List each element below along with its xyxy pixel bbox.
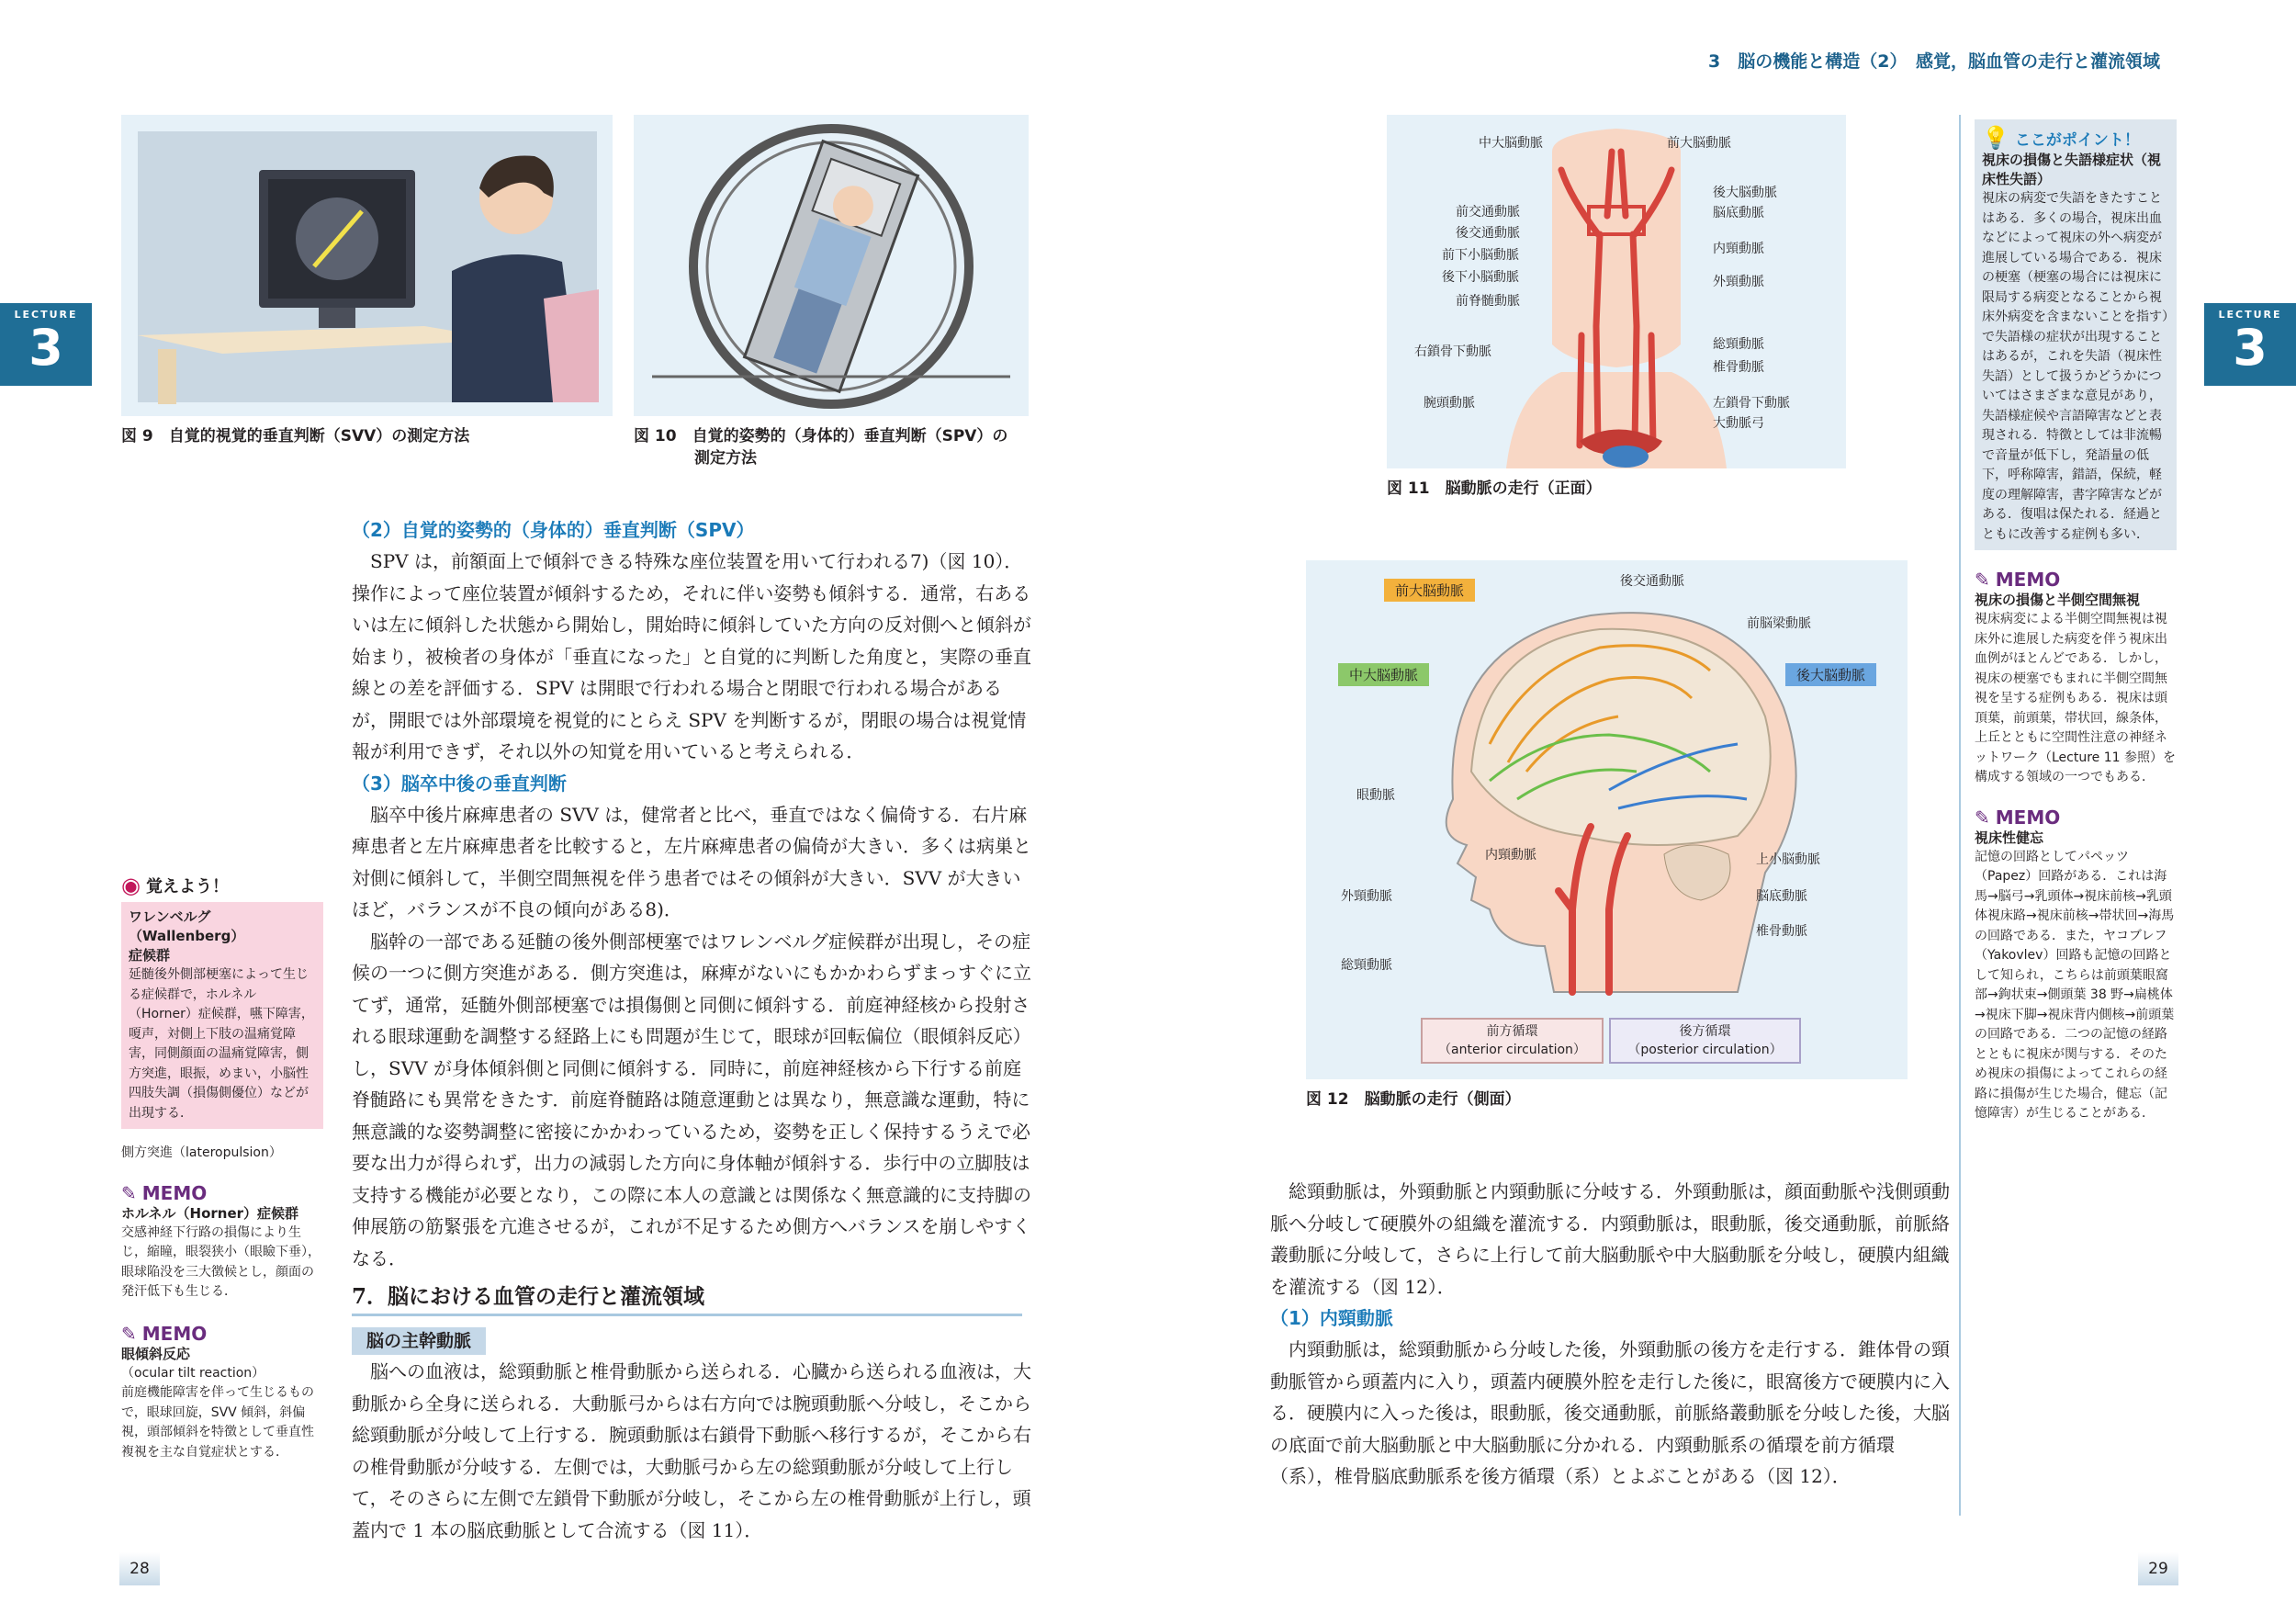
figure-10-caption [634,425,1038,469]
label-vertebral-12: 椎骨動脈 [1756,924,1807,939]
memo-4-text: 記憶の回路としてパペッツ（Papez）回路がある．これは海馬→脳弓→乳頭体→視床前核→乳頭体視床路→視床前核→帯状回→海馬の回路である．また，ヤコブレフ（Yakovlev）回路も記憶の回路として知られ，こちらは前頭葉眼窩部→鉤状束→側頭葉 38 野→扁桃体→視床下脚→視床背内側核→前頭葉の回路である．二つの記憶の経路とともに視床が関与する．そのため視床の損傷によってこれらの経路に損傷が生じた場合，健忘（記憶障害）が生じることがある． [1975,849,2175,1121]
box-mca: 中大脳動脈 [1338,663,1429,686]
paragraph-ica: 内頸動脈は，総頸動脈から分岐した後，外頸動脈の後方を走行する．錐体骨の頸動脈管から頭蓋内に入り，頭蓋内硬膜外腔を走行した後に，眼窩後方で硬膜内に入る．硬膜内に入った後は，眼動脈，後交通動脈，前脈絡叢動脈を分岐した後，大脳の底面で前大脳動脈と中大脳動脈に分かれる．内頸動脈系の循環を前方循環（系），椎骨脳底動脈系を後方循環（系）とよぶことがある（図 12）． [1270,1338,1950,1487]
oboe-header [121,873,323,898]
memo-2-title: MEMO [141,1322,208,1345]
figure-12-caption: 図 12 脳動脈の走行（側面） [1306,1090,1521,1109]
figure-10-panel [634,115,1029,416]
oboe-head-2: 症候群 [129,947,171,964]
label-aortic-arch: 大動脈弓 [1713,416,1764,431]
memo-2-head-1: 眼傾斜反応 [121,1345,191,1362]
section-7-header [352,1281,1022,1316]
posterior-circulation-label: 後方循環 [1679,1024,1731,1039]
memo-3-title: MEMO [1995,569,2061,591]
posterior-circulation-en: （posterior circulation） [1627,1043,1783,1057]
memo-3-head: 視床の損傷と半側空間無視 [1975,592,2141,608]
memo-1-title: MEMO [141,1181,208,1204]
memo-icon: ✎ [1975,806,1990,829]
column-divider [1959,115,1961,1516]
heading-spv: （2）自覚的姿勢的（身体的）垂直判断（SPV） [352,519,755,541]
heading-ica: （1）内頸動脈 [1270,1307,1393,1329]
memo-icon: ✎ [121,1322,137,1345]
paragraph-stroke-svv: 脳卒中後片麻痺患者の SVV は，健常者と比べ，垂直ではなく偏倚する．右片麻痺患者と左片麻痺患者を比較すると，左片麻痺患者の偏倚が大きい．多くは病巣と対側に傾斜して，半側空間無視を伴う患者ではその傾斜が大きい．SVV が大きいほど，バランスが不良の傾向がある8)． [352,803,1031,920]
left-sidebar [121,873,323,1462]
lateropulsion-note: 側方突進（lateropulsion） [121,1145,282,1160]
label-lt-subclavian: 左鎖骨下動脈 [1713,396,1790,411]
lecture-tab-right [2204,303,2296,386]
section-7-title: 7．脳における血管の走行と灌流領域 [352,1284,705,1309]
label-pcom-12: 後交通動脈 [1620,574,1684,589]
label-sca-12: 上小脳動脈 [1756,852,1820,867]
page-number-right: 29 [2138,1552,2178,1585]
label-aica: 前下小脳動脈 [1442,248,1519,263]
figure-10-caption-line1: 図 10 自覚的姿勢的（身体的）垂直判断（SPV）の [634,427,1008,445]
label-cca: 総頸動脈 [1713,337,1764,352]
anterior-circulation-en: （anterior circulation） [1438,1043,1586,1057]
paragraph-wallenberg: 脳幹の一部である延髄の後外側部梗塞ではワレンベルグ症候群が出現し，その症候の一つに側方突進がある．側方突進は，麻痺がないにもかかわらずまっすぐに立てず，通常，延髄外側部梗塞では損傷側と同側に傾斜する．前庭神経核から投射される眼球運動を調整する経路上にも問題が生じて，眼球が回転偏位（眼傾斜反応）し，SVV が身体傾斜側と同側に傾斜する．同時に，前庭神経核から下行する前庭脊髄路にも異常をきたす．前庭脊髄路は随意運動とは異なり，無意識な運動，特に無意識的な姿勢調整に密接にかかわっているため，姿勢を正しく保持するうえで必要な出力が得られず，出力の減弱した方向に身体軸が傾斜する．歩行中の立脚肢は支持する機能が必要となり，この際に本人の意識とは関係なく無意識的に支持脚の伸展筋の筋緊張を亢進させるが，これが不足するため側方へバランスを崩しやすくなる． [352,930,1031,1269]
memo-4-title: MEMO [1995,806,2061,829]
label-basilar-12: 脳底動脈 [1756,889,1807,904]
memo-2-header [121,1323,323,1345]
lecture-label: LECTURE [2218,309,2282,321]
lecture-label: LECTURE [14,309,78,321]
label-ica-12: 内頸動脈 [1485,848,1536,863]
figure-12-panel [1306,560,1908,1079]
label-vertebral: 椎骨動脈 [1713,360,1764,375]
memo-icon: ✎ [121,1181,137,1204]
left-body-column [352,514,1031,1546]
oboe-title: 覚えよう！ [145,877,229,897]
lecture-number: 3 [2233,319,2268,377]
svv-illustration [121,115,613,416]
memo-4-header [1975,806,2177,829]
right-sidebar [1975,119,2177,1124]
box-aca: 前大脳動脈 [1384,579,1475,602]
right-body-column [1270,1176,1950,1493]
eye-icon: ◉ [121,873,141,898]
lecture-number: 3 [28,319,63,377]
point-box [1975,119,2177,550]
memo-1-header [121,1182,323,1204]
label-asa: 前脊髄動脈 [1456,294,1520,309]
memo-3-text: 視床病変による半側空間無視は視床外に進展した病変を伴う視床出血例がほとんどである．しかし，視床の梗塞でもまれに半側空間無視を呈する症例もある．視床は頭頂葉，前頭葉，帯状回，線条体，上丘とともに空間性注意の神経ネットワーク（Lecture 11 参照）を構成する領域の一つでもある． [1975,612,2177,784]
lightbulb-icon: 💡 [1982,125,2009,151]
heading-stroke-vertical: （3）脳卒中後の垂直判断 [352,772,567,795]
label-ophthalmic: 眼動脈 [1356,788,1395,803]
label-rt-subclavian: 右鎖骨下動脈 [1414,344,1491,359]
label-pica: 後下小脳動脈 [1442,270,1519,285]
memo-3-header [1975,569,2177,591]
label-brachiocephalic: 腕頭動脈 [1424,396,1475,411]
paragraph-carotid-branches: 総頸動脈は，外頸動脈と内頸動脈に分岐する．外頸動脈は，顔面動脈や浅側頭動脈へ分岐して硬膜外の組織を灌流する．内頸動脈は，眼動脈，後交通動脈，前脈絡叢動脈に分岐して，さらに上行して前大脳動脈や中大脳動脈を分岐し，硬膜内組織を灌流する（図 12）． [1270,1180,1950,1298]
label-eca-12: 外頸動脈 [1341,889,1392,904]
running-title: 3 脳の機能と構造（2） 感覚，脳血管の走行と灌流領域 [1708,51,2160,72]
paragraph-main-arteries: 脳への血液は，総頸動脈と椎骨動脈から送られる．心臓から送られる血液は，大動脈から全身に送られる．大動脈弓からは右方向では腕頭動脈へ分岐し，そこから総頸動脈が分岐して上行する．腕頭動脈は右鎖骨下動脈へ移行するが，そこから右の椎骨動脈が分岐する．左側では，大動脈弓から左の総頸動脈が分岐して上行して，そのさらに左側で左鎖骨下動脈が分岐し，そこから左の椎骨動脈が上行し，頭蓋内で 1 本の脳底動脈として合流する（図 11）． [352,1360,1031,1541]
label-basilar: 脳底動脈 [1713,206,1764,220]
memo-4-head: 視床性健忘 [1975,829,2044,846]
point-text: 視床の病変で失語をきたすことはある．多くの場合，視床出血などによって視床の外へ病変が進展している場合である．視床の梗塞（梗塞の場合には視床に限局する病変となることから視床外病変を含まないことを指す）で失語様の症状が出現することはあるが，これを失語（視床性失語）として扱うかどうかについてはさまざまな意見があり，失語様症候や言語障害などと表現される．特徴としては非流暢で音量が低下し，発語量の低下，呼称障害，錯語，保続，軽度の理解障害，書字障害などがある．復唱は保たれる．経過とともに改善する症例も多い． [1982,191,2168,542]
figure-9-caption: 図 9 自覚的視覚的垂直判断（SVV）の測定方法 [121,427,470,445]
label-pca: 後大脳動脈 [1713,186,1777,200]
memo-2-text: 前庭機能障害を伴って生じるもので，眼球回旋，SVV 傾斜，斜偏視，頭部傾斜を特徴として垂直性複視を主な自覚症状とする． [121,1385,314,1460]
label-mca: 中大脳動脈 [1479,136,1543,151]
memo-icon: ✎ [1975,569,1990,591]
lecture-tab-left [0,303,92,386]
point-head: 視床の損傷と失語様症状（視床性失語） [1982,152,2162,187]
subsection-main-arteries: 脳の主幹動脈 [352,1327,486,1355]
label-cca-12: 総頸動脈 [1341,958,1392,973]
box-posterior-circulation [1609,1018,1801,1064]
label-eca: 外頸動脈 [1713,275,1764,289]
label-pcom: 後交通動脈 [1456,226,1520,241]
box-anterior-circulation [1421,1018,1604,1064]
oboe-text: 延髄後外側部梗塞によって生じる症候群で，ホルネル（Horner）症候群，嚥下障害，嗄声，対側上下肢の温痛覚障害，同側顔面の温痛覚障害，側方突進，眼振，めまい，小脳性四肢失調（損傷側優位）などが出現する． [129,967,314,1121]
memo-2-head-2: （ocular tilt reaction） [121,1365,265,1381]
oboe-head-1: ワレンベルグ（Wallenberg） [129,908,245,944]
memo-1-text: 交感神経下行路の損傷により生じ，縮瞳，眼裂狭小（眼瞼下垂），眼球陥没を三大徴候とし，顔面の発汗低下も生じる． [121,1224,321,1299]
page-number-left: 28 [119,1552,160,1585]
oboe-box [121,902,323,1129]
artery-lateral-illustration [1306,560,1908,1079]
label-ica: 内頸動脈 [1713,242,1764,256]
paragraph-spv: SPV は，前額面上で傾斜できる特殊な座位装置を用いて行われる7)（図 10）．操作によって座位装置が傾斜するため，それに伴い姿勢も傾斜する．通常，右あるいは左に傾斜した状態から開始し，開始時に傾斜していた方向の反対側へと傾斜が始まり，被検者の身体が「垂直になった」と自覚的に判断した角度と，実際の垂直線との差を評価する．SPV は開眼で行われる場合と閉眼で行われる場合があるが，開眼では外部環境を視覚的にとらえ SPV を判断するが，閉眼の場合は視覚情報が利用できず，それ以外の知覚を用いていると考えられる． [352,550,1031,762]
figure-9-panel [121,115,613,416]
label-aca: 前大脳動脈 [1667,136,1731,151]
figure-10-caption-line2: 測定方法 [694,449,757,468]
figure-11-panel [1387,115,1846,468]
spv-illustration [634,115,1029,416]
box-pca: 後大脳動脈 [1785,663,1876,686]
point-title: ここがポイント！ [2014,130,2140,150]
figure-11-caption: 図 11 脳動脈の走行（正面） [1387,479,1602,498]
label-acom: 前交通動脈 [1456,205,1520,220]
memo-1-head: ホルネル（Horner）症候群 [121,1204,299,1222]
point-header [1982,125,2169,151]
label-pericallosal: 前脳梁動脈 [1747,616,1811,631]
anterior-circulation-label: 前方循環 [1486,1024,1538,1039]
